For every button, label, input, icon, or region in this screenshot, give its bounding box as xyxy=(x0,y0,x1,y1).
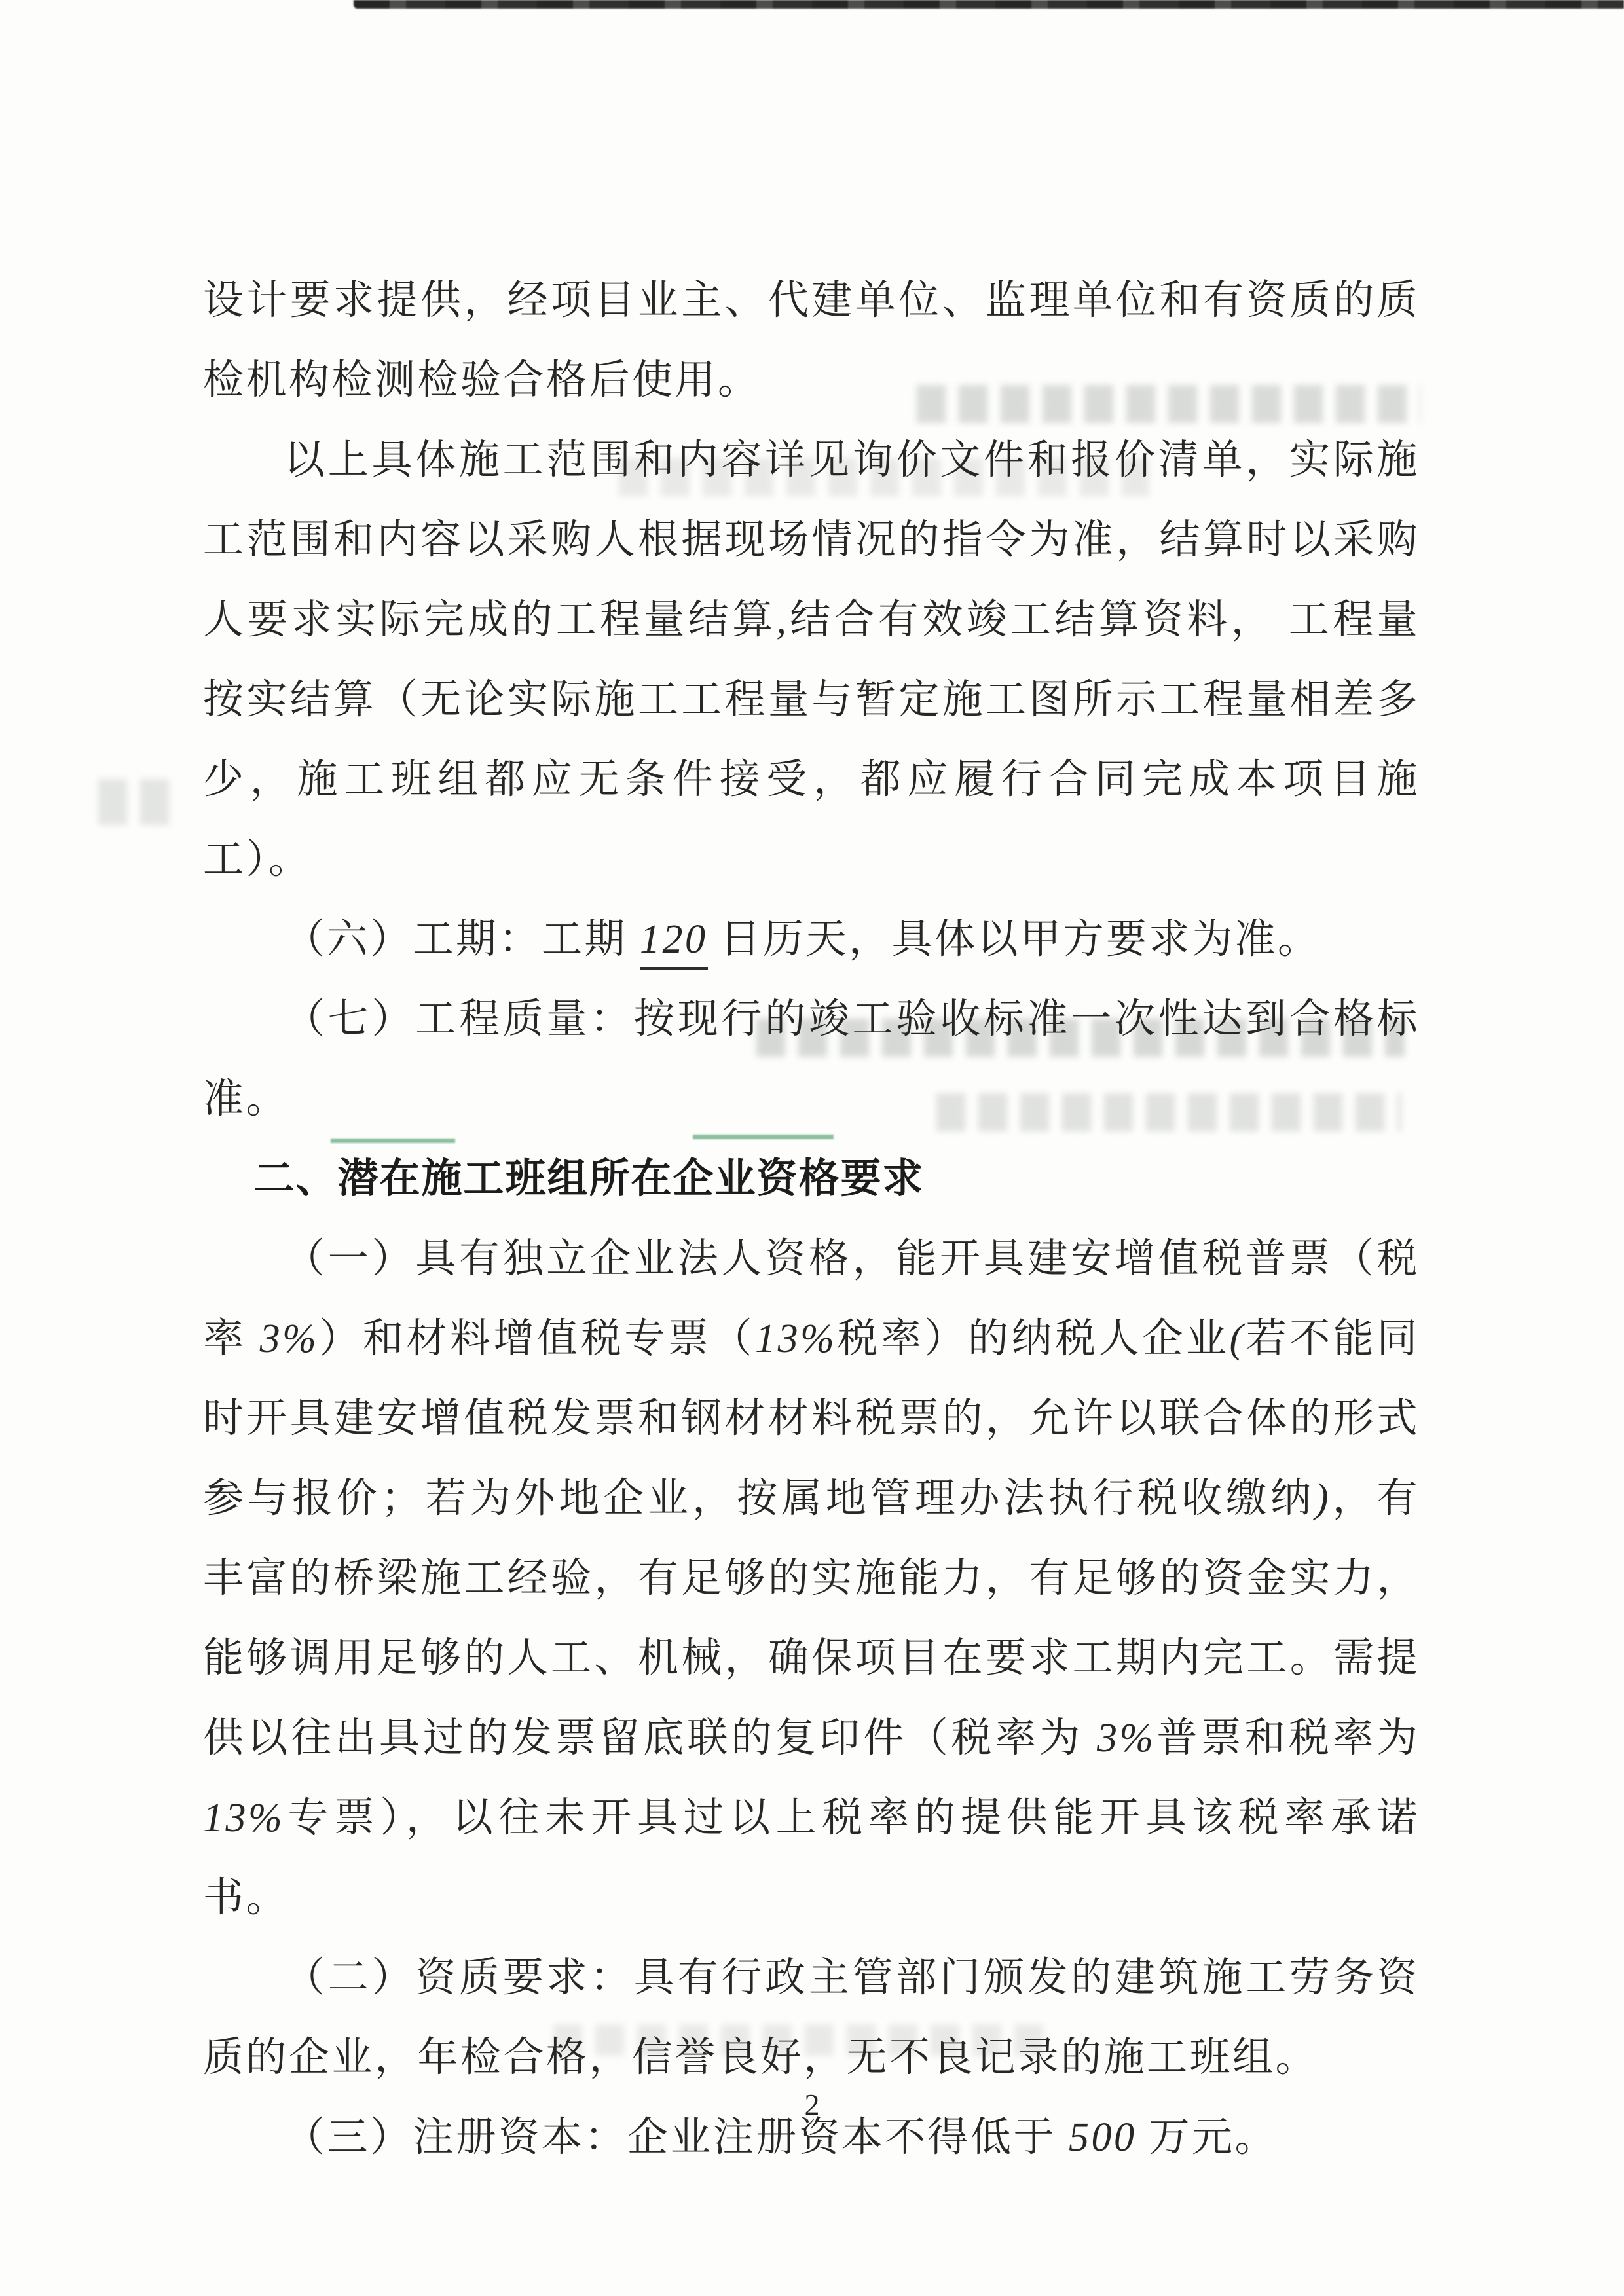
bleed-through-artifact xyxy=(98,779,177,825)
qualification-item-1-tax: （一）具有独立企业法人资格，能开具建安增值税普票（税率 3%）和材料增值税专票（13%税率）的纳税人企业(若不能同时开具建安增值税发票和钢材材料税票的，允许以联合体的形式参与报价；若为外地企业，按属地管理办法执行税收缴纳)，有丰富的桥梁施工经验，有足够的实施能力，有足够的资金实力，能够调用足够的人工、机械，确保项目在要求工期内完工。需提供以往出具过的发票留底联的复印件（税率为 3%普票和税率为13%专票），以往未开具过以上税率的提供能开具该税率承诺书。 xyxy=(203,1237,1420,1920)
document-body xyxy=(203,261,1420,2178)
duration-days-value: 120 xyxy=(640,917,708,970)
qualification-item-3-registered-capital: （三）注册资本：企业注册资本不得低于 500 万元。 xyxy=(284,2115,1278,2160)
qualification-item-2-credentials: （二）资质要求：具有行政主管部门颁发的建筑施工劳务资质的企业，年检合格，信誉良好，无不良记录的施工班组。 xyxy=(203,1956,1420,2080)
page-footer xyxy=(0,2087,1624,2122)
clause-duration-prefix: （六）工期：工期 xyxy=(284,917,640,962)
paragraph-materials-inspection: 设计要求提供，经项目业主、代建单位、监理单位和有资质的质检机构检测检验合格后使用。 xyxy=(203,278,1420,403)
clause-quality: （七）工程质量：按现行的竣工验收标准一次性达到合格标准。 xyxy=(203,997,1420,1121)
section-heading-qualification-requirements: 二、潜在施工班组所在企业资格要求 xyxy=(253,1156,925,1201)
clause-duration xyxy=(203,900,1420,979)
page-number: 2 xyxy=(804,2088,820,2121)
scan-edge-artifact xyxy=(354,0,1624,9)
paragraph-construction-scope: 以上具体施工范围和内容详见询价文件和报价清单，实际施工范围和内容以采购人根据现场情况的指令为准，结算时以采购人要求实际完成的工程量结算,结合有效竣工结算资料， 工程量按实结算（无论实际施工工程量与暂定施工图所示工程量相差多少，施工班组都应无条件接受，都应履行合同完成本项目施工）。 xyxy=(203,438,1420,882)
clause-duration-suffix: 日历天，具体以甲方要求为准。 xyxy=(707,917,1321,962)
